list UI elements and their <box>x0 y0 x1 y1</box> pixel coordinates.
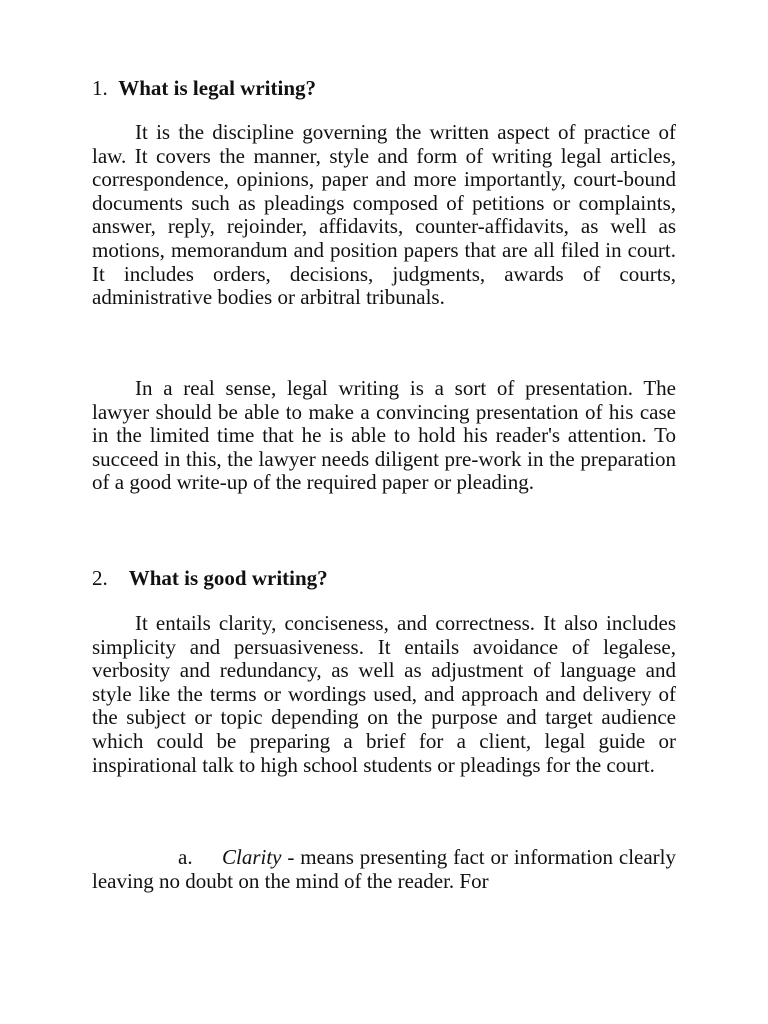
section-1-number: 1. <box>92 76 108 100</box>
subitem-letter: a. <box>178 845 193 869</box>
section-1-heading <box>92 76 316 100</box>
section-2-title: What is good writing? <box>128 566 328 590</box>
section-2-number: 2. <box>92 566 108 590</box>
section-1-paragraph-2: In a real sense, legal writing is a sort of presentation. The lawyer should be able to make a convincing presentation of his case in the limited time that he is able to hold his reader's attention. To succeed in this, the lawyer needs diligent pre-work in the preparation of a good write-up of the required paper or pleading. <box>92 376 676 495</box>
section-2-paragraph-1: It entails clarity, conciseness, and correctness. It also includes simplicity and persuasiveness. It entails avoidance of legalese, verbosity and redundancy, as well as adjustment of language and style like the terms or wordings used, and approach and delivery of the subject or topic depending on the purpose and target audience which could be preparing a brief for a client, legal guide or inspirational talk to high school students or pleadings for the court. <box>92 611 676 777</box>
section-2-subitem-a <box>92 846 676 893</box>
section-1-title: What is legal writing? <box>118 76 316 100</box>
section-1-paragraph-1: It is the discipline governing the written aspect of practice of law. It covers the manner, style and form of writing legal articles, correspondence, opinions, paper and more importantly, court-bound documents such as pleadings composed of petitions or complaints, answer, reply, rejoinder, affidavits, counter-affidavits, as well as motions, memorandum and position papers that are all filed in court. It includes orders, decisions, judgments, awards of courts, administrative bodies or arbitral tribunals. <box>92 120 676 310</box>
subitem-text: - means presenting fact or information clearly leaving no doubt on the mind of the reader. For <box>92 845 677 893</box>
subitem-term: Clarity <box>221 845 282 869</box>
section-2-heading <box>92 566 328 590</box>
